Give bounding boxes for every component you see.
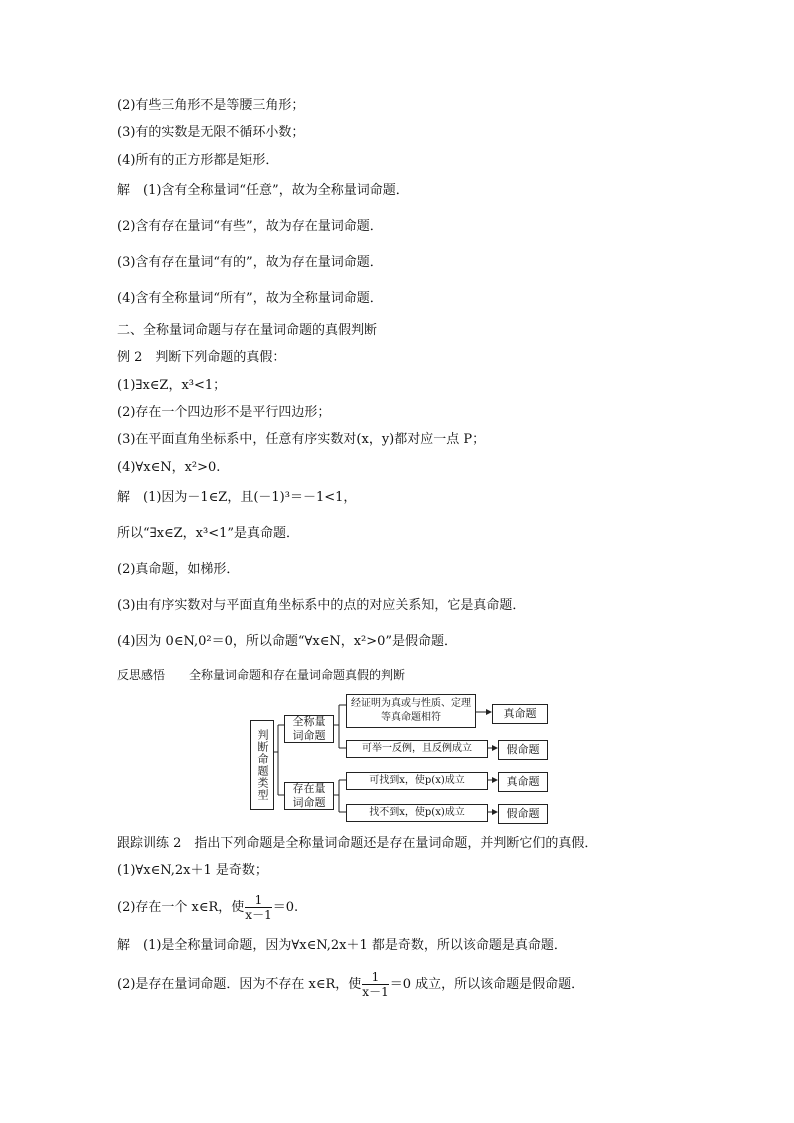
text-line: (3)在平面直角坐标系中，任意有序实数对(x，y)都对应一点 P； [117,432,486,447]
fraction-numerator: 1 [362,970,388,985]
text-line: (1)∀x∈N,2x＋1 是奇数； [117,863,268,878]
flowchart [248,690,548,830]
example-title: 例 2 判断下列命题的真假： [117,350,286,365]
text-segment: ＝0. [272,900,299,915]
solution-line: 解 (1)含有全称量词“任意”，故为全称量词命题． [117,183,409,198]
fraction-denominator: x－1 [245,908,272,922]
universal-node: 全称量词命题 [284,715,334,743]
existential-false-condition: 找不到x，使p(x)成立 [346,804,488,822]
root-node: 判断命题类型 [250,720,274,810]
text-line: (4)所有的正方形都是矩形． [117,153,279,168]
solution-line: (4)因为 0∈N,0²＝0，所以命题“∀x∈N，x²>0”是假命题． [117,634,458,649]
fraction-numerator: 1 [245,893,271,908]
solution-line: (3)由有序实数对与平面直角坐标系中的点的对应关系知，它是真命题． [117,598,526,613]
reflection-title: 反思感悟 全称量词命题和存在量词命题真假的判断 [117,668,406,682]
result-true-2: 真命题 [498,772,548,792]
result-false-1: 假命题 [498,740,548,760]
existential-true-condition: 可找到x，使p(x)成立 [346,772,488,790]
text-line-fraction [117,893,298,923]
universal-false-condition: 可举一反例，且反例成立 [346,740,488,758]
section-heading: 二、全称量词命题与存在量词命题的真假判断 [117,323,378,338]
text-segment: (2)是存在量词命题．因为不存在 x∈R，使 [117,977,362,992]
result-false-2: 假命题 [498,804,548,824]
practice-title: 跟踪训练 2 指出下列命题是全称量词命题还是存在量词命题，并判断它们的真假． [117,836,598,851]
solution-line: 解 (1)是全称量词命题，因为∀x∈N,2x＋1 都是奇数，所以该命题是真命题． [117,938,567,953]
text-line: (4)∀x∈N，x²>0. [117,460,221,475]
solution-line: 所以“∃x∈Z，x³<1”是真命题． [117,526,300,541]
text-segment: ＝0 成立，所以该命题是假命题． [389,977,585,992]
text-line: (3)有的实数是无限不循环小数； [117,125,305,140]
solution-line: (4)含有全称量词“所有”，故为全称量词命题． [117,291,383,306]
text-line: (2)存在一个四边形不是平行四边形； [117,405,331,420]
universal-true-condition: 经证明为真或与性质、定理等真命题相符 [346,694,476,728]
text-line: (2)有些三角形不是等腰三角形； [117,98,305,113]
text-line: (1)∃x∈Z，x³<1； [117,378,227,393]
fraction [362,970,388,999]
solution-line: (3)含有存在量词“有的”，故为存在量词命题． [117,255,383,270]
text-segment: (2)存在一个 x∈R，使 [117,900,245,915]
solution-line: 解 (1)因为－1∈Z，且(－1)³＝－1<1， [117,490,357,505]
solution-line: (2)含有存在量词“有些”，故为存在量词命题． [117,219,383,234]
solution-line-fraction [117,970,584,1000]
existential-node: 存在量词命题 [284,782,334,810]
fraction [245,893,271,922]
fraction-denominator: x－1 [362,985,389,999]
solution-line: (2)真命题，如梯形． [117,562,240,577]
result-true-1: 真命题 [492,704,548,724]
